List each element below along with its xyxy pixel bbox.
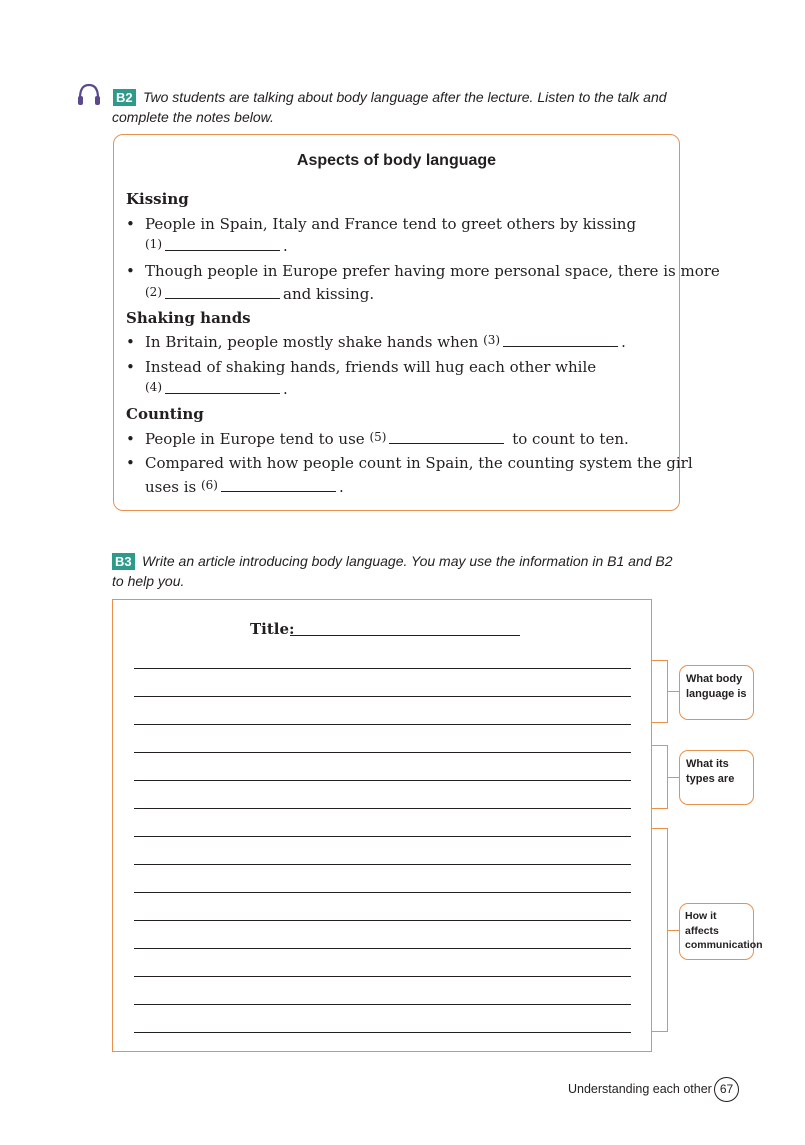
- section-heading-counting: Counting: [126, 405, 204, 423]
- b3-instruction-line1: Write an article introducing body language. You may use the information in B1 and B2: [142, 553, 673, 569]
- note-bullet-5: • People in Europe tend to use $^{(5)}$ to count to ten.: [126, 430, 629, 448]
- bracket-3: [652, 828, 668, 1032]
- blank-number-6: (6): [200, 478, 218, 492]
- note-bullet-1: • People in Spain, Italy and France tend to greet others by kissing $^{(1)}$ .: [126, 215, 637, 255]
- bracket-1: [652, 660, 668, 723]
- blank-number-4: (4): [145, 380, 162, 394]
- footer-unit-title: Understanding each other: [568, 1082, 712, 1096]
- writing-line[interactable]: [134, 724, 631, 725]
- writing-line[interactable]: [134, 1032, 631, 1033]
- writing-line[interactable]: [134, 780, 631, 781]
- callout-what-its-types-are: What its types are: [679, 750, 754, 805]
- answer-blank-3[interactable]: [503, 332, 618, 347]
- section-heading-kissing: Kissing: [126, 190, 189, 208]
- writing-line[interactable]: [134, 976, 631, 977]
- blank-number-5: (5): [369, 430, 387, 444]
- blank-number-2: (2): [145, 285, 162, 299]
- note-bullet-3: • In Britain, people mostly shake hands when $^{(3)}$ .: [126, 333, 626, 351]
- title-label: Title:: [250, 620, 295, 638]
- blank-number-3: (3): [483, 333, 501, 347]
- notes-box: [113, 134, 720, 511]
- writing-line[interactable]: [134, 752, 631, 753]
- writing-line[interactable]: [134, 864, 631, 865]
- writing-box: [112, 599, 652, 1052]
- callout-how-it-affects-communication: How it affects communication: [679, 903, 754, 960]
- note-bullet-2: • Though people in Europe prefer having more personal space, there is more $^{(2)}$ and kissing.: [126, 262, 720, 303]
- b3-badge: B3: [112, 553, 135, 570]
- blank-number-1: (1): [145, 237, 162, 251]
- section-heading-shaking-hands: Shaking hands: [126, 309, 251, 327]
- notes-title: Aspects of body language: [296, 152, 497, 169]
- headphones-icon: [76, 82, 102, 108]
- answer-blank-1[interactable]: [165, 236, 280, 251]
- answer-blank-6[interactable]: [221, 477, 336, 492]
- answer-blank-4[interactable]: [165, 379, 280, 394]
- b2-instruction-line2: complete the notes below.: [112, 109, 274, 125]
- writing-line[interactable]: [134, 920, 631, 921]
- b2-badge: B2: [113, 89, 136, 106]
- answer-blank-5[interactable]: [389, 429, 504, 444]
- answer-blank-2[interactable]: [165, 284, 280, 299]
- writing-line[interactable]: [134, 1004, 631, 1005]
- b3-instruction-line2: to help you.: [112, 573, 185, 589]
- callout-what-body-language-is: What body language is: [679, 665, 754, 720]
- page-number: 67: [714, 1077, 739, 1102]
- writing-line[interactable]: [134, 948, 631, 949]
- title-input-line[interactable]: [290, 635, 520, 636]
- note-bullet-4: • Instead of shaking hands, friends will hug each other while $^{(4)}$ .: [126, 358, 597, 398]
- b2-instruction-line1: Two students are talking about body language after the lecture. Listen to the talk and: [143, 89, 667, 105]
- writing-line[interactable]: [134, 808, 631, 809]
- note-bullet-6: • Compared with how people count in Spain, the counting system the girl uses is $^{(6)}$ .: [126, 454, 693, 496]
- writing-line[interactable]: [134, 892, 631, 893]
- writing-line[interactable]: [134, 836, 631, 837]
- writing-line[interactable]: [134, 696, 631, 697]
- writing-line[interactable]: [134, 668, 631, 669]
- bracket-2: [652, 745, 668, 809]
